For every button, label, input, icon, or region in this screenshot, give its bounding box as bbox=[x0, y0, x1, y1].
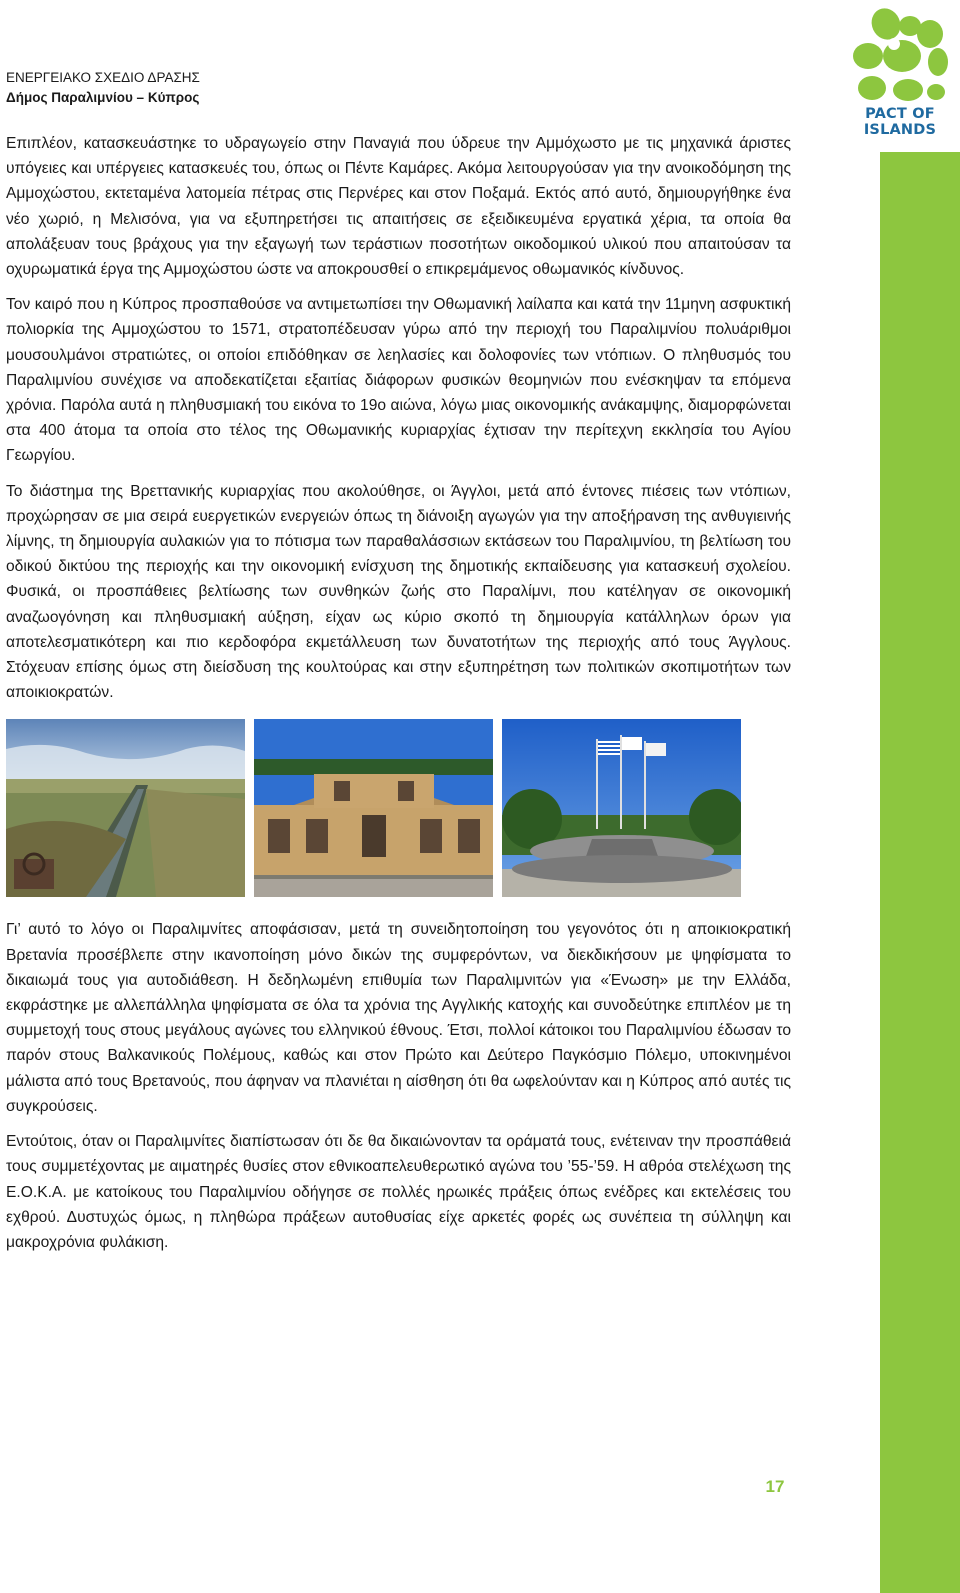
header-title: ΕΝΕΡΓΕΙΑΚΟ ΣΧΕΔΙΟ ΔΡΑΣΗΣ bbox=[6, 70, 200, 85]
pact-of-islands-logo bbox=[846, 4, 954, 140]
paragraph: Εντούτοις, όταν οι Παραλιμνίτες διαπίστωσαν ότι δε θα δικαιώνονταν τα οράματά τους, ενέτειναν την προσπάθειά τους συμμετέχοντας με αιματηρές θυσίες στον εθνικοαπελευθερωτικό αγώνα του ’55-’59. Η αθρόα στελέχωση της Ε.Ο.Κ.Α. με κατοίκους του Παραλιμνίου οδήγησε σε πολλές ηρωικές πράξεις όπως ενέδρες και εκτελέσεις του εχθρού. Δυστυχώς όμως, η πληθώρα πράξεων αυτοθυσίας είχε αρκετές φορές ως συνέπεια τη σύλληψη και μακροχρόνια φυλάκιση. bbox=[6, 1133, 791, 1251]
document-header bbox=[6, 68, 200, 108]
logo-text-line1: PACT OF bbox=[865, 106, 935, 122]
islands-leaf-logo-icon bbox=[846, 4, 954, 108]
page-number: 17 bbox=[765, 1477, 785, 1496]
decorative-side-strip bbox=[880, 152, 960, 1593]
paragraph: Γι’ αυτό το λόγο οι Παραλιμνίτες αποφάσισαν, μετά τη συνειδητοποίηση του γεγονότος ότι η αποικιοκρατική Βρετανία προσέβλεπε στην ικανοποίηση μόνο δικών της συμφερόντων, να διεκδικήσουν με ψηφίσματα το δικαιωμά τους για αυτοδιάθεση. Η δεδηλωμένη επιθυμία των Παραλιμνιτών για «Ένωση» με την Ελλάδα, εκφράστηκε με αλλεπάλληλα ψηφίσματα σε όλα τα χρόνια της Αγγλικής κατοχής και συνοδεύτηκε επιπλέον με τη συμμετοχή τους στους μεγάλους αγώνες του ελληνικού έθνους. Έτσι, πολλοί κάτοικοι του Παραλιμνίου έδωσαν το παρόν στους Βαλκανικούς Πολέμους, καθώς και στον Πρώτο και Δεύτερο Παγκόσμιο Πόλεμο, υποκινημένοι μάλιστα από τους Βρετανούς, που άφηναν να πλανιέται η αίσθηση ότι θα ωφελούνταν και η Κύπρος από αυτές τις συγκρούσεις. bbox=[6, 921, 791, 1115]
main-content bbox=[6, 131, 791, 1265]
drainage-channel-photo bbox=[6, 719, 245, 897]
header-subtitle: Δήμος Παραλιμνίου – Κύπρος bbox=[6, 90, 200, 105]
flags-monument-photo bbox=[502, 719, 741, 897]
paragraph: Επιπλέον, κατασκευάστηκε το υδραγωγείο στην Παναγιά που ύδρευε την Αμμόχωστο με τις μηχανικά άριστες υπόγειες και υπέργειες κατασκευές του, όπως οι Πέντε Καμάρες. Ακόμα λειτουργούσαν για την ανοικοδόμηση της Αμμοχώστου, εκτεταμένα λατομεία πέτρας στις Περνέρες και στον Ποξαμά. Εκτός από αυτό, δημιουργήθηκε ένα νέο χωριό, η Μελισόνα, για να εξυπηρετήσει τις απαιτήσεις σε εξειδικευμένα εργατικά χέρια, τα οποία θα απολάξευαν τους βράχους για την εξαγωγή των τεράστιων ποσοτήτων οικοδομικού υλικού που απαιτούσαν τα οχυρωματικά έργα της Αμμοχώστου ώστε να αποκρουσθεί ο επικρεμάμενος οθωμανικός κίνδυνος. bbox=[6, 135, 791, 279]
paragraph: Τον καιρό που η Κύπρος προσπαθούσε να αντιμετωπίσει την Οθωμανική λαίλαπα και κατά την 11μηνη ασφυκτική πολιορκία της Αμμοχώστου το 1571, στρατοπέδευσαν γύρω από την περιοχή του Παραλιμνίου πολυάριθμοι μουσουλμάνοι στρατιώτες, οι οποίοι επιδόθηκαν σε λεηλασίες και δολοφονίες των ντόπιων. Ο πληθυσμός του Παραλιμνίου συνέχισε να αποδεκατίζεται εξαιτίας διάφορων φυσικών θεομηνιών που ενέσκηψαν τα επόμενα χρόνια. Παρόλα αυτά η πληθυσμιακή του εικόνα το 19ο αιώνα, λόγω μιας οικονομικής ανάκαμψης, διαμορφώνεται στα 400 άτομα τα οποία στο τέλος της Οθωμανικής κυριαρχίας έχτισαν την περίτεχνη εκκλησία του Αγίου Γεωργίου. bbox=[6, 296, 791, 465]
photo-row bbox=[6, 719, 791, 897]
logo-text-line2: ISLANDS bbox=[863, 122, 937, 138]
stone-building-photo bbox=[254, 719, 493, 897]
paragraph: Το διάστημα της Βρεττανικής κυριαρχίας που ακολούθησε, οι Άγγλοι, μετά από έντονες πιέσεις των ντόπιων, προχώρησαν σε μια σειρά ευεργετικών ενεργειών όπως τη διάνοιξη αγωγών για την αποξήρανση της ανθυγιεινής λίμνης, τη δημιουργία αυλακιών για το πότισμα των παραθαλάσσιων εκτάσεων του Παραλιμνίου, τη βελτίωση του οδικού δικτύου της περιοχής και την οικονομική ενίσχυση της δημοτικής εκπαίδευσης για κατασκευή σχολείου. Φυσικά, οι προσπάθειες βελτίωσης των συνθηκών ζωής στο Παραλίμνι, που κατέληγαν σε οικονομική αναζωογόνηση και πληθυσμιακή αύξηση, είχαν ως κύριο σκοπό τη δημιουργία κατάλληλων όρων για αποτελεσματικότερη και πιο κερδοφόρα εκμετάλλευση των δυνατοτήτων της περιοχής από τους Άγγλους. Στόχευαν επίσης όμως στη διείσδυση της κουλτούρας και στην εξυπηρέτηση των πολιτικών σκοπιμοτήτων των αποικιοκρατών. bbox=[6, 482, 791, 702]
